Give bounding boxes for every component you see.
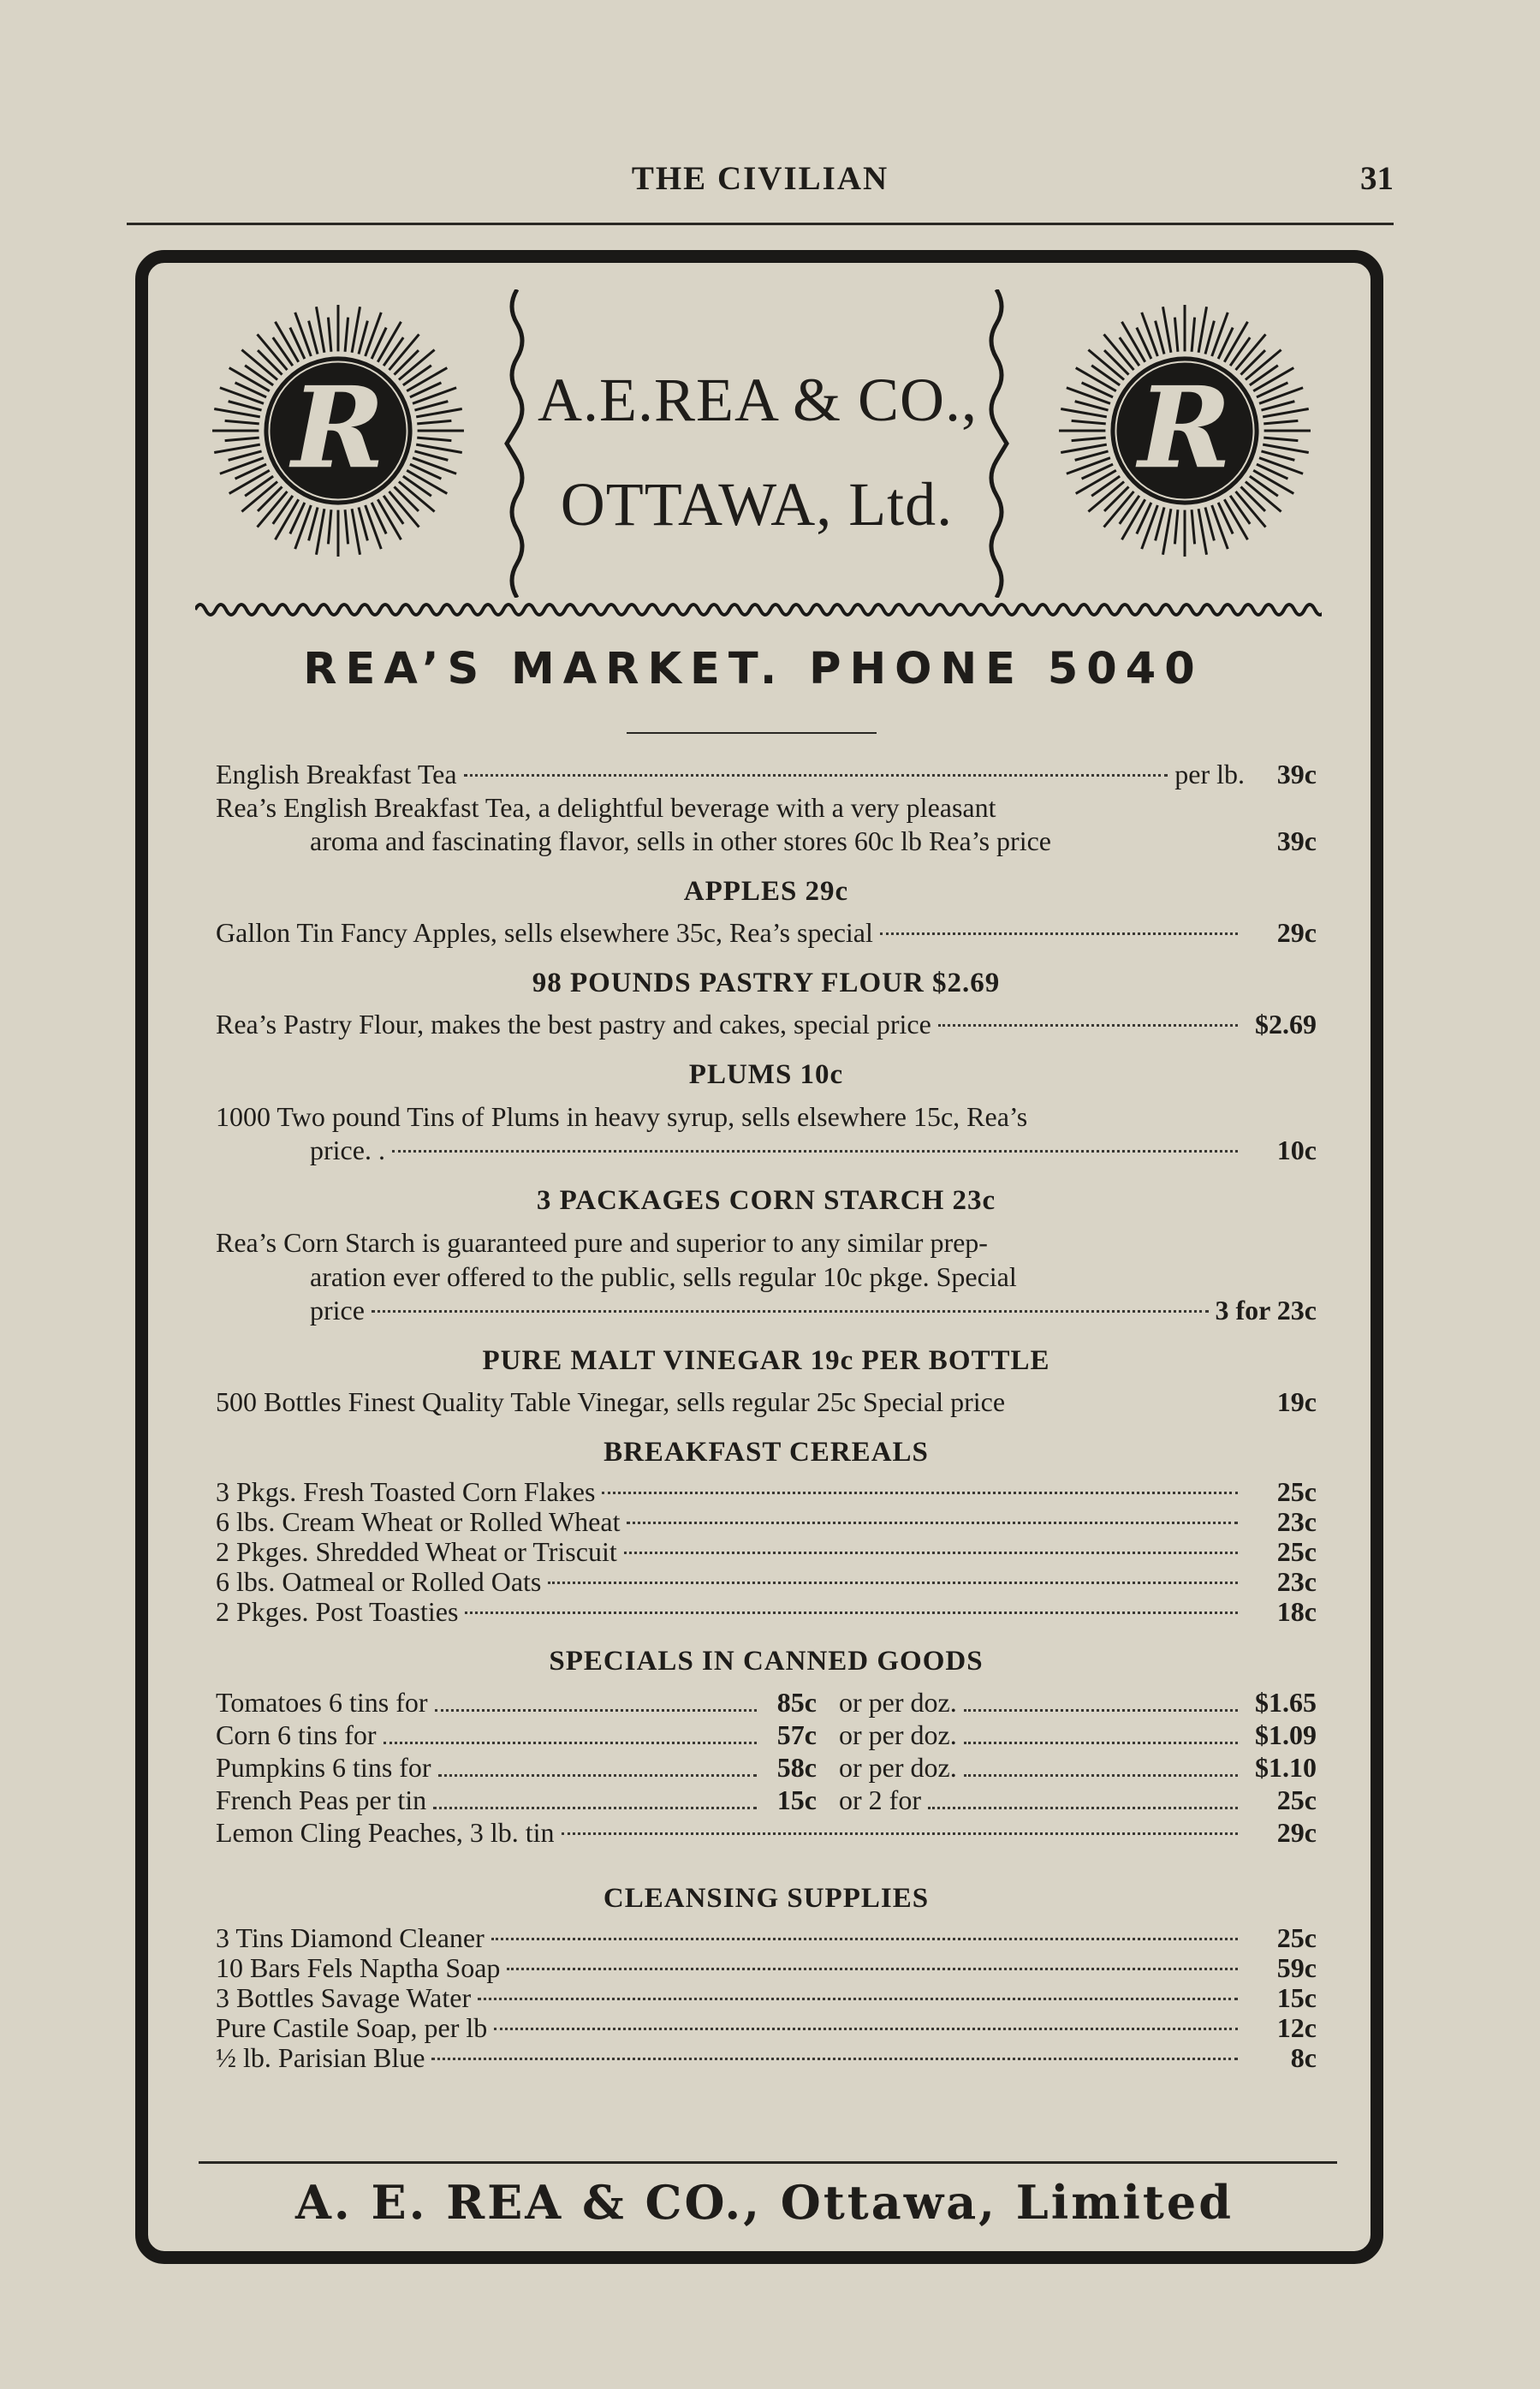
item-label: French Peas per tin — [216, 1784, 427, 1815]
leader-dots — [548, 1582, 1238, 1584]
page-header — [127, 159, 1394, 211]
section-heading: CLEANSING SUPPLIES — [603, 1883, 930, 1914]
item-price: 8c — [1290, 2042, 1317, 2073]
leader-dots — [624, 1552, 1238, 1554]
short-divider — [627, 732, 877, 734]
header-rule — [127, 223, 1394, 225]
leader-dots — [928, 1777, 1238, 1809]
right-brace-icon — [988, 289, 1010, 598]
list-item — [216, 1567, 1317, 1597]
item-price: 15c — [1276, 1982, 1317, 2013]
list-item — [216, 1597, 1317, 1627]
section-heading: BREAKFAST CEREALS — [604, 1437, 929, 1468]
leader-dots — [494, 2028, 1238, 2030]
leader-dots — [464, 774, 1168, 777]
list-item — [216, 1507, 1317, 1537]
description-line: aration ever offered to the public, sells regular 10c pkge. Special — [310, 1261, 1017, 1292]
list-item — [216, 1134, 1317, 1166]
left-brace-icon — [503, 289, 526, 598]
alt-label: or per doz. — [839, 1719, 957, 1750]
leader-dots — [433, 1777, 757, 1809]
section-heading: PURE MALT VINEGAR 19c PER BOTTLE — [482, 1345, 1050, 1376]
item-unit: per lb. — [1174, 759, 1245, 789]
canned-goods-list — [216, 1686, 1317, 1849]
list-item — [216, 1784, 1317, 1816]
alt-label: or per doz. — [839, 1752, 957, 1783]
item-price: 25c — [1276, 1922, 1317, 1953]
item-label: English Breakfast Tea — [216, 759, 457, 789]
page-number: 31 — [1360, 160, 1394, 197]
cleansing-list — [216, 1923, 1317, 2073]
item-price: 25c — [1276, 1476, 1317, 1507]
list-item — [216, 1537, 1317, 1567]
item-price: 29c — [1276, 917, 1317, 948]
alt-price: 25c — [1276, 1784, 1317, 1815]
list-item — [216, 1477, 1317, 1507]
item-price: 15c — [776, 1784, 817, 1815]
list-item — [216, 916, 1317, 949]
alt-label: or 2 for — [839, 1784, 921, 1815]
item-label: 3 Pkgs. Fresh Toasted Corn Flakes — [216, 1476, 596, 1507]
item-price: 10c — [1276, 1135, 1317, 1165]
price-list — [216, 758, 1317, 2073]
company-title-box — [503, 289, 1010, 598]
item-price: 3 for 23c — [1215, 1295, 1317, 1326]
item-label: 2 Pkges. Shredded Wheat or Triscuit — [216, 1536, 617, 1567]
item-label: 500 Bottles Finest Quality Table Vinegar, sells regular 25c Special price — [216, 1386, 1006, 1417]
leader-dots — [964, 1679, 1238, 1712]
section-heading: 3 PACKAGES CORN STARCH 23c — [536, 1185, 996, 1216]
item-label: 10 Bars Fels Naptha Soap — [216, 1952, 501, 1983]
emblem-letter: R — [1138, 361, 1232, 494]
plums-description — [216, 1099, 1317, 1166]
footer-rule — [199, 2161, 1337, 2164]
item-label: Pure Castile Soap, per lb — [216, 2012, 488, 2043]
leader-dots — [627, 1522, 1238, 1524]
leader-dots — [602, 1492, 1238, 1494]
alt-label: or per doz. — [839, 1687, 957, 1718]
section-heading: APPLES 29c — [683, 876, 849, 907]
description-line: Rea’s Corn Starch is guaranteed pure and superior to any similar prep- — [216, 1227, 988, 1258]
item-price: 57c — [776, 1719, 817, 1750]
item-price: 19c — [1276, 1386, 1317, 1417]
item-label: Tomatoes 6 tins for — [216, 1687, 428, 1718]
tea-description — [216, 790, 1317, 857]
description-line: Rea’s English Breakfast Tea, a delightful beverage with a very pleasant — [216, 792, 996, 823]
item-label: ½ lb. Parisian Blue — [216, 2042, 425, 2073]
item-price: 39c — [1276, 759, 1317, 789]
list-item — [216, 1008, 1317, 1040]
item-price: 12c — [1276, 2012, 1317, 2043]
leader-dots — [431, 2058, 1238, 2060]
leader-dots — [478, 1998, 1238, 2000]
list-item — [216, 1923, 1317, 1953]
section-heading: SPECIALS IN CANNED GOODS — [549, 1646, 984, 1677]
item-price: $2.69 — [1255, 1009, 1317, 1040]
list-item — [216, 1816, 1317, 1849]
cereals-list — [216, 1477, 1317, 1627]
item-price: 23c — [1276, 1566, 1317, 1597]
leader-dots — [964, 1744, 1238, 1777]
alt-price: $1.09 — [1255, 1719, 1317, 1750]
list-item — [216, 2013, 1317, 2043]
leader-dots — [372, 1310, 1209, 1313]
market-headline: REA’S MARKET. PHONE 5040 — [303, 644, 1204, 694]
item-price: 23c — [1276, 1506, 1317, 1537]
leader-dots — [438, 1744, 757, 1777]
list-item — [216, 1953, 1317, 1983]
leader-dots — [507, 1968, 1238, 1970]
list-item — [216, 1294, 1317, 1326]
leader-dots — [491, 1938, 1238, 1940]
item-label: 6 lbs. Oatmeal or Rolled Oats — [216, 1566, 542, 1597]
leader-dots — [964, 1712, 1238, 1744]
leader-dots — [465, 1612, 1238, 1614]
journal-title: THE CIVILIAN — [631, 160, 889, 197]
section-heading: PLUMS 10c — [688, 1059, 844, 1090]
leader-dots — [562, 1832, 1239, 1835]
item-price: 29c — [1276, 1817, 1317, 1848]
item-price: 25c — [1276, 1536, 1317, 1567]
item-label: Gallon Tin Fancy Apples, sells elsewhere 35c, Rea’s special — [216, 917, 873, 948]
alt-price: $1.65 — [1255, 1687, 1317, 1718]
item-label: Pumpkins 6 tins for — [216, 1752, 431, 1783]
item-price: 85c — [776, 1687, 817, 1718]
item-price: 18c — [1276, 1596, 1317, 1627]
item-label: Lemon Cling Peaches, 3 lb. tin — [216, 1817, 555, 1848]
description-line: 1000 Two pound Tins of Plums in heavy syrup, sells elsewhere 15c, Rea’s — [216, 1101, 1028, 1132]
section-heading: 98 POUNDS PASTRY FLOUR $2.69 — [532, 968, 1001, 998]
item-price: 39c — [1276, 825, 1317, 856]
leader-dots — [938, 1024, 1238, 1027]
item-price: 59c — [1276, 1952, 1317, 1983]
leader-dots — [384, 1712, 757, 1744]
leader-dots — [435, 1679, 758, 1712]
item-label: 3 Tins Diamond Cleaner — [216, 1922, 485, 1953]
list-item — [216, 758, 1317, 790]
item-label: 3 Bottles Savage Water — [216, 1982, 472, 2013]
wavy-divider — [195, 598, 1322, 622]
item-label: 6 lbs. Cream Wheat or Rolled Wheat — [216, 1506, 621, 1537]
item-label: Corn 6 tins for — [216, 1719, 377, 1750]
company-name: A.E.REA & CO., — [538, 366, 978, 434]
list-item — [216, 1385, 1317, 1418]
item-price: 58c — [776, 1752, 817, 1783]
description-line — [216, 825, 1317, 857]
footer-signature: A. E. REA & CO., Ottawa, Limited — [295, 2175, 1234, 2230]
item-label: price. . — [310, 1135, 385, 1165]
r-emblem-left-icon — [209, 301, 467, 560]
alt-price: $1.10 — [1255, 1752, 1317, 1783]
cornstarch-description — [216, 1225, 1317, 1326]
company-city: OTTAWA, Ltd. — [560, 470, 954, 539]
item-label: price — [310, 1295, 365, 1326]
item-label: Rea’s Pastry Flour, makes the best pastry and cakes, special price — [216, 1009, 931, 1040]
list-item — [216, 2043, 1317, 2073]
leader-dots — [392, 1150, 1238, 1153]
item-label: 2 Pkges. Post Toasties — [216, 1596, 459, 1627]
leader-dots — [880, 932, 1238, 935]
list-item — [216, 1983, 1317, 2013]
description-text: aroma and fascinating flavor, sells in other stores 60c lb Rea’s price — [310, 825, 1051, 856]
r-emblem-right-icon — [1055, 301, 1314, 560]
emblem-letter: R — [291, 361, 385, 494]
